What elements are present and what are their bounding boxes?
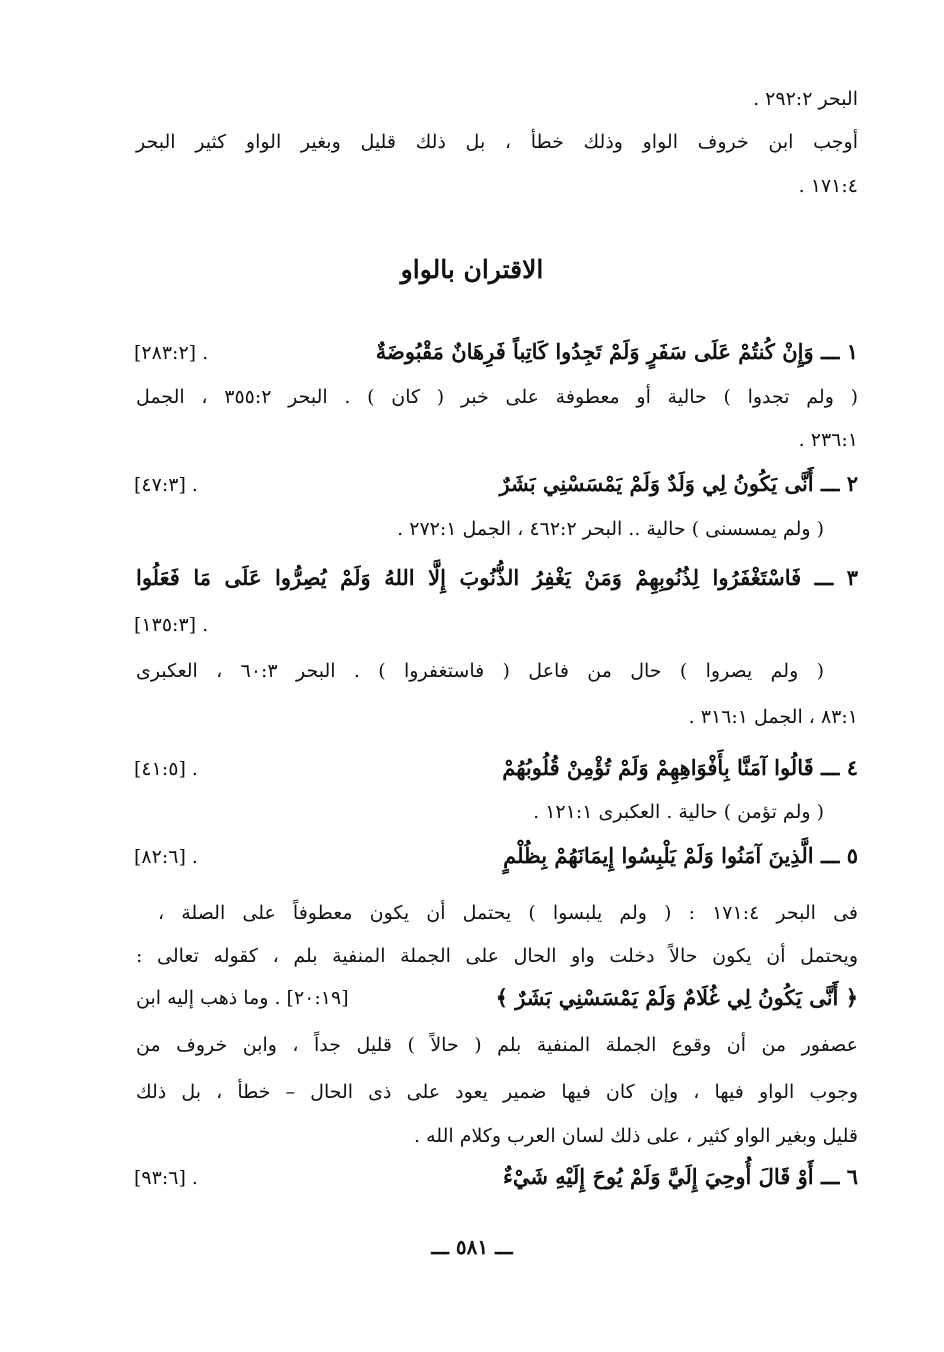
entry-1-comment-1: ( ولم تجدوا ) حالية أو معطوفة على خبر ( كان ) . البحر ٣٥٥:٢ ، الجمل [136, 386, 858, 408]
top-line-2: أوجب ابن خروف الواو وذلك خطأ ، بل ذلك قليل وبغير الواو كثير البحر [136, 131, 858, 153]
entry-1-comment-2: ٢٣٦:١ . [798, 429, 858, 451]
discussion-line-2: ويحتمل أن يكون حالاً دخلت واو الحال على الجملة المنفية بلم ، كقوله تعالى : [136, 945, 858, 967]
entry-2-comment-1: ( ولم يمسسنى ) حالية .. البحر ٤٦٢:٢ ، الجمل ٢٧٢:١ . [397, 518, 824, 540]
entry-4-comment-1: ( ولم تؤمن ) حالية . العكبرى ١٢١:١ . [533, 801, 824, 823]
entry-3-comment-2: ٨٣:١ ، الجمل ٣١٦:١ . [688, 706, 858, 728]
entry-6-ref: [٩٣:٦] . [134, 1167, 198, 1189]
discussion-line-1: فى البحر ١٧١:٤ : ( ولم يلبسوا ) يحتمل أن يكون معطوفاً على الصلة ، [158, 902, 858, 924]
section-title: الاقتران بالواو [400, 255, 544, 284]
entry-6-verse: ٦ ـــ أَوْ قَالَ أُوحِيَ إِلَيَّ وَلَمْ يُوحَ إِلَيْهِ شَيْءٌ [503, 1164, 858, 1189]
entry-5-verse: ٥ ـــ الَّذِينَ آمَنُوا وَلَمْ يَلْبِسُوا إِيمَانَهُمْ بِظُلْمٍ [503, 843, 858, 868]
top-line-3: ١٧١:٤ . [798, 175, 858, 197]
discussion-line-6: قليل وبغير الواو كثير ، على ذلك لسان العرب وكلام الله . [414, 1125, 858, 1147]
entry-4-verse: ٤ ـــ قَالُوا آمَنَّا بِأَفْوَاهِهِمْ وَلَمْ تُؤْمِنْ قُلُوبُهُمْ [502, 755, 858, 780]
discussion-line-4: عصفور من أن وقوع الجملة المنفية بلم ( حالاً ) قليل جداً ، وابن خروف من [136, 1034, 858, 1056]
page-number: ـــ ٥٨١ ـــ [431, 1235, 513, 1259]
top-line-1: البحر ٢٩٢:٢ . [753, 88, 858, 110]
entry-1-verse: ١ ـــ وَإِنْ كُنتُمْ عَلَى سَفَرٍ وَلَمْ تَجِدُوا كَاتِباً فَرِهَانٌ مَقْبُوضَةٌ [375, 339, 858, 364]
entry-3-comment-1: ( ولم يصروا ) حال من فاعل ( فاستغفروا ) . البحر ٦٠:٣ ، العكبرى [136, 660, 825, 682]
entry-3-ref: [١٣٥:٣] . [134, 614, 209, 636]
discussion-quote: ﴿ أَنَّى يَكُونُ لِي غُلَامٌ وَلَمْ يَمْسَسْنِي بَشَرٌ ﴾ [495, 985, 858, 1010]
entry-4-ref: [٤١:٥] . [134, 758, 198, 780]
discussion-line-3-rest: [٢٠:١٩] . وما ذهب إليه ابن [136, 987, 349, 1009]
entry-1-ref: [٢٨٣:٢] . [134, 342, 209, 364]
entry-3-verse: ٣ ـــ فَاسْتَغْفَرُوا لِذُنُوبِهِمْ وَمَنْ يَغْفِرُ الذُّنُوبَ إِلَّا اللهُ وَلَمْ يُصِرُّوا عَلَى مَا فَعَلُوا [136, 565, 858, 590]
discussion-line-5: وجوب الواو فيها ، وإن كان فيها ضمير يعود على ذى الحال – خطأ ، بل ذلك [136, 1081, 858, 1103]
entry-2-verse: ٢ ـــ أَنَّى يَكُونُ لِي وَلَدٌ وَلَمْ يَمْسَسْنِي بَشَرٌ [499, 471, 858, 496]
entry-5-ref: [٨٢:٦] . [134, 846, 198, 868]
discussion-line-3 [136, 983, 858, 1013]
entry-2-ref: [٤٧:٣] . [134, 474, 198, 496]
